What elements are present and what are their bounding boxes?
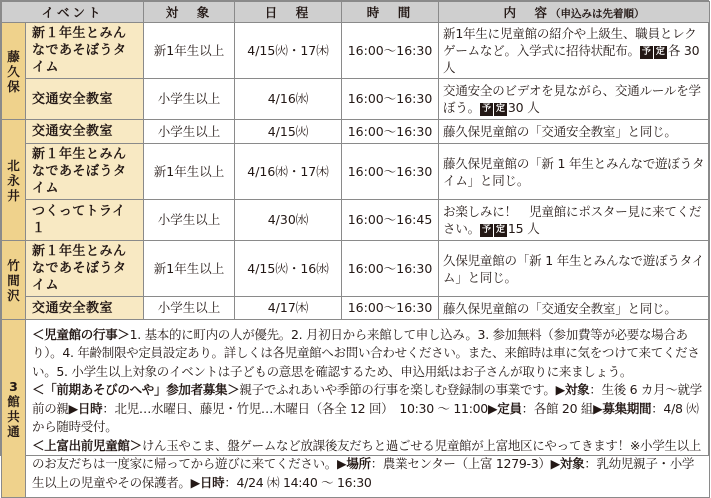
time-cell: 16:00～16:30 [342, 297, 439, 320]
target-cell: 新1年生以上 [144, 241, 235, 297]
header-event: イベント [2, 2, 144, 23]
target-cell: 小学生以上 [144, 297, 235, 320]
date-cell: 4/15㈫・16㈬ [235, 241, 342, 297]
notes-playroom-heading: ＜「前期あそびのへや」参加者募集＞ [32, 382, 240, 398]
header-content-label: 内 容 [503, 5, 551, 20]
reservation-tag: 予 [480, 224, 493, 237]
event-name: 交通安全教室 [26, 120, 144, 144]
event-table [1, 1, 710, 498]
notes-outreach-heading: ＜上富出前児童館＞ [32, 437, 142, 453]
notes-rules: ＜児童館の行事＞1. 基本的に町内の人が優先。2. 月初日から来館して申し込み。3. 参加無料（参加費等が必要な場合あり）。4. 年齢制限や定員設定あり。詳しくは各児童館へお問い合わせください。また、来館時は車に気をつけて来てください。5. 小学生以上対象のイベントは子どもの意思を確認するため、申込用紙はお子さんが取りに来ましょう。 [32, 326, 700, 379]
table-row [2, 297, 710, 320]
area-label-fujikubo: 藤久保 [2, 23, 26, 120]
table-row [2, 241, 710, 297]
event-name: 交通安全教室 [26, 79, 144, 120]
content-cell: 藤久保児童館の「交通安全教室」と同じ。 [439, 297, 710, 320]
capacity-tag: 定 [494, 103, 507, 116]
date-cell: 4/15㈫ [235, 120, 342, 144]
content-cell: 藤久保児童館の「交通安全教室」と同じ。 [439, 120, 710, 144]
area-label-takemasawa: 竹間沢 [2, 241, 26, 320]
target-cell: 小学生以上 [144, 120, 235, 144]
event-name: 新１年生とみんなであそぼうタイム [26, 241, 144, 297]
reservation-tag: 予 [640, 46, 653, 59]
time-cell: 16:00～16:30 [342, 120, 439, 144]
table-row [2, 79, 710, 120]
date-cell: 4/16㈬ [235, 79, 342, 120]
capacity-tag: 定 [654, 46, 667, 59]
target-cell: 新1年生以上 [144, 144, 235, 200]
time-cell: 16:00～16:45 [342, 200, 439, 241]
event-name: 新１年生とみんなであそぼうタイム [26, 23, 144, 79]
header-content-note: （申込みは先着順） [550, 8, 645, 20]
date-cell: 4/15㈫・17㈭ [235, 23, 342, 79]
time-cell: 16:00～16:30 [342, 79, 439, 120]
content-cell: 藤久保児童館の「新 1 年生とみんなで遊ぼうタイム」と同じ。 [439, 144, 710, 200]
capacity-tag: 定 [494, 224, 507, 237]
table-header-row [2, 2, 710, 23]
table-row [2, 120, 710, 144]
table-row [2, 23, 710, 79]
header-date: 日 程 [235, 2, 342, 23]
area-label-kitanagai: 北永井 [2, 120, 26, 241]
content-cell: 久保児童館の「新 1 年生とみんなで遊ぼうタイム」と同じ。 [439, 241, 710, 297]
notes-row [2, 320, 710, 498]
time-cell: 16:00～16:30 [342, 144, 439, 200]
table-row [2, 144, 710, 200]
target-cell: 新1年生以上 [144, 23, 235, 79]
event-name: つくってトライ１ [26, 200, 144, 241]
header-content [439, 2, 710, 23]
content-cell: 交通安全のビデオを見ながら、交通ルールを学ぼう。 予 定 30 人 [439, 79, 710, 120]
notes-playroom: ＜「前期あそびのへや」参加者募集＞親子でふれあいや季節の行事を楽しむ登録制の事業です。▶対象：生後 6 カ月～就学前の親▶日時：北児…水曜日、藤児・竹児…木曜日（各全 12 回） 10:30 ～ 11:00▶定員：各館 20 組▶募集期間：4/8 ㈫から随時受付。 [32, 382, 702, 435]
date-cell: 4/16㈬・17㈭ [235, 144, 342, 200]
event-name: 交通安全教室 [26, 297, 144, 320]
notes-outreach: ＜上富出前児童館＞けん玉やこま、盤ゲームなど放課後友だちと過ごせる児童館が上富地区にやってきます！※小学生以上のお友だちは一度家に帰ってから遊びに来てください。▶場所：農業センター（上富 1279-3）▶対象：乳幼児親子・小学生以上の児童やその保護者。▶日時：4/24 ㈭ 14:40 ～ 16:30 [32, 437, 701, 490]
time-cell: 16:00～16:30 [342, 241, 439, 297]
notes-cell [26, 320, 710, 498]
date-cell: 4/17㈭ [235, 297, 342, 320]
date-cell: 4/30㈬ [235, 200, 342, 241]
area-label-common: 3館共通 [2, 320, 26, 498]
target-cell: 小学生以上 [144, 200, 235, 241]
content-cell: 新1年生に児童館の紹介や上級生、職員とレクゲームなど。入学式に招待状配布。 予 定 各 30 人 [439, 23, 710, 79]
time-cell: 16:00～16:30 [342, 23, 439, 79]
target-cell: 小学生以上 [144, 79, 235, 120]
header-time: 時 間 [342, 2, 439, 23]
table-row [2, 200, 710, 241]
content-cell: お楽しみに！ 児童館にポスター見に来てください。 予 定 15 人 [439, 200, 710, 241]
header-target: 対 象 [144, 2, 235, 23]
event-name: 新１年生とみんなであそぼうタイム [26, 144, 144, 200]
reservation-tag: 予 [480, 103, 493, 116]
notes-rules-heading: ＜児童館の行事＞ [32, 326, 130, 342]
